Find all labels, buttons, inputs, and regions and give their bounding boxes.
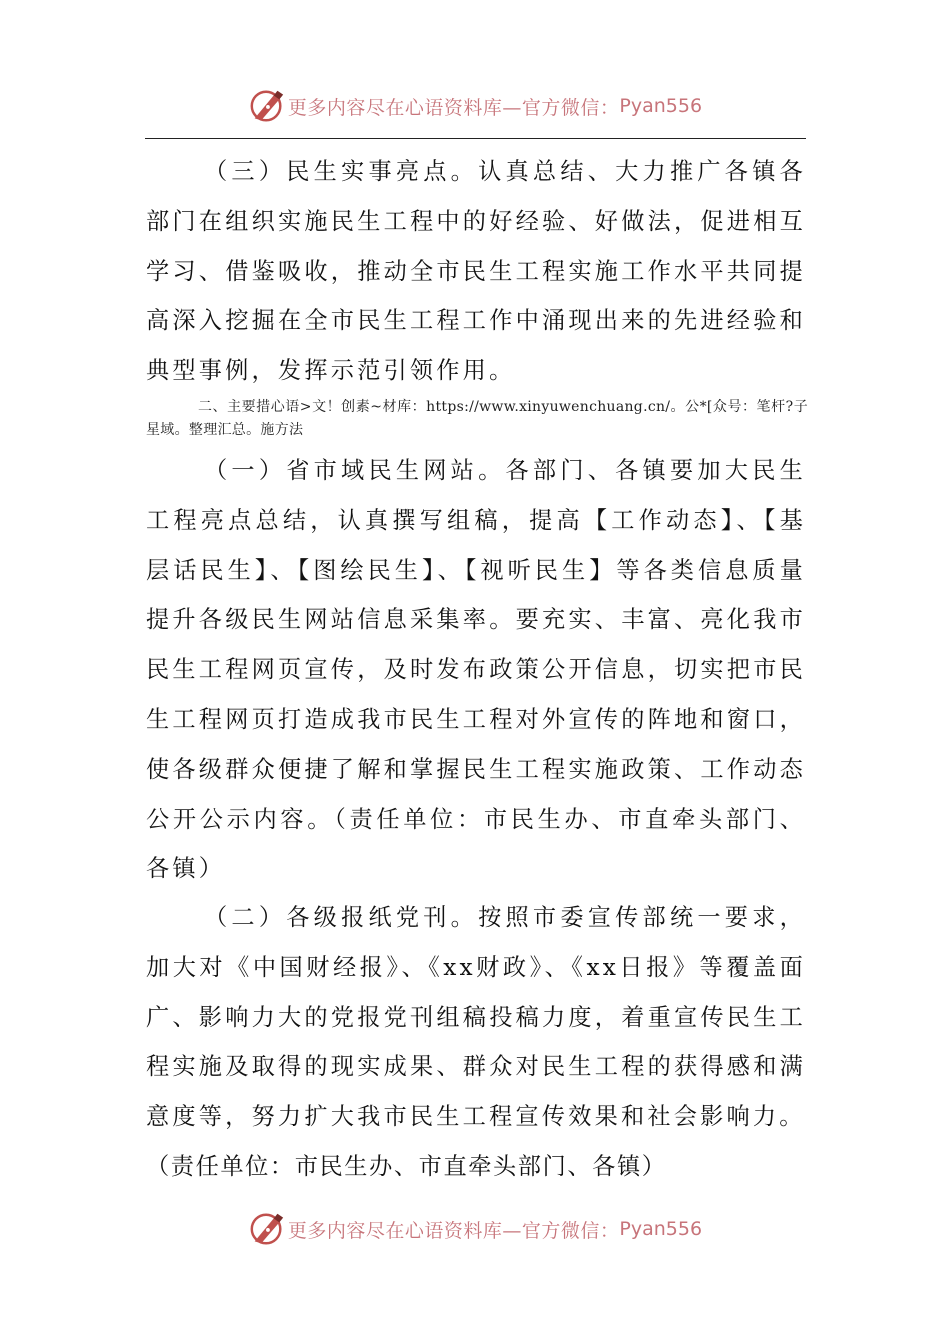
banner-text: 更多内容尽在心语资料库—官方微信：	[287, 96, 620, 119]
paragraph-party-newspapers: （二）各级报纸党刊。按照市委宣传部统一要求，加大对《中国财经报》、《xx财政》、《xx日报》等覆盖面广、影响力大的党报党刊组稿投稿力度，着重宣传民生工程实施及取得的现实成果、群众对民生工程的获得感和满意度等，努力扩大我市民生工程宣传效果和社会影响力。	[146, 904, 806, 1131]
header-watermark-banner	[0, 84, 950, 128]
paragraph-responsibility-note: （责任单位：市民生办、市直牵头部门、各镇）	[146, 1153, 667, 1180]
pen-nib-logo-icon	[248, 87, 286, 125]
header-divider	[145, 138, 806, 139]
paragraph-livelihood-highlights: （三）民生实事亮点。认真总结、大力推广各镇各部门在组织实施民生工程中的好经验、好做法，促进相互学习、借鉴吸收，推动全市民生工程实施工作水平共同提高深入挖掘在全市民生工程工作中涌现出来的先进经验和典型事例，发挥示范引领作用。	[146, 158, 806, 385]
paragraph-provincial-websites: （一）省市域民生网站。各部门、各镇要加大民生工程亮点总结，认真撰写组稿，提高【工作动态】、【基层话民生】、【图绘民生】、【视听民生】等各类信息质量提升各级民生网站信息采集率。要充实、丰富、亮化我市民生工程网页宣传，及时发布政策公开信息，切实把市民生工程网页打造成我市民生工程对外宣传的阵地和窗口，使各级群众便捷了解和掌握民生工程实施政策、工作动态公开公示内容。（责任单位：市民生办、市直牵头部门、各镇）	[146, 457, 806, 883]
banner-text: 更多内容尽在心语资料库—官方微信：	[287, 1219, 620, 1242]
pen-nib-logo-icon	[248, 1210, 286, 1248]
footer-watermark-banner	[0, 1207, 950, 1251]
wechat-id: Pyan556	[619, 1218, 703, 1240]
section-heading-noise: 二、主要措心语>文！创素~材库：https://www.xinyuwenchuang.cn/。公*[众号：笔杆?子星域。整理汇总。施方法	[146, 399, 808, 438]
wechat-id: Pyan556	[619, 95, 703, 117]
